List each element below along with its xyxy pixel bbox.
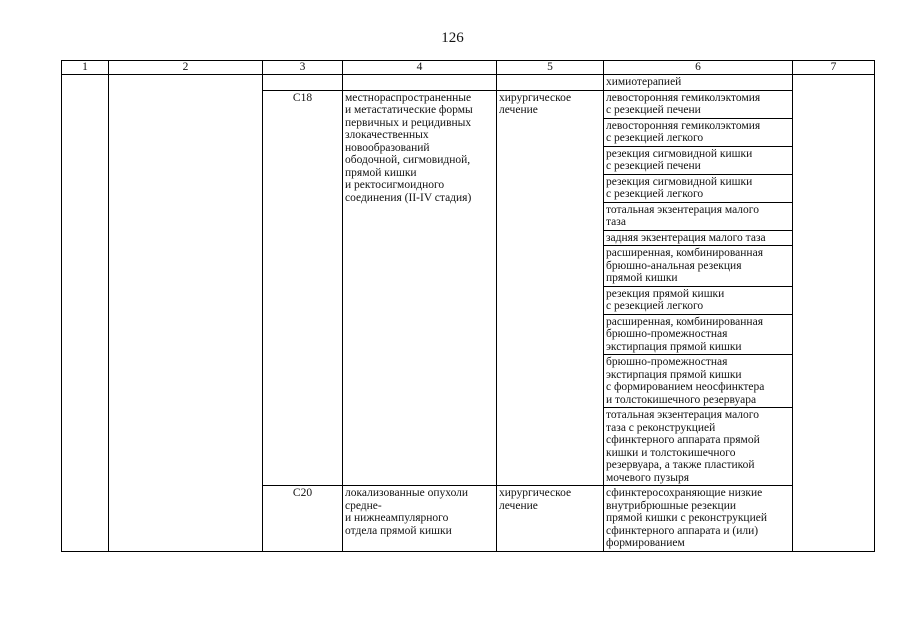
method-item [604, 174, 792, 202]
text-line: левосторонняя гемиколэктомия [606, 91, 761, 104]
text-line: и ректосигмоидного [345, 179, 445, 191]
method-item [604, 246, 792, 287]
text-line: ободочной, сигмовидной, [345, 154, 471, 166]
text-line: и нижнеампулярного [345, 512, 449, 524]
text-line: таза с реконструкцией [606, 421, 716, 434]
text-line: тотальная экзентерация малого [606, 203, 759, 216]
method-item [604, 91, 792, 119]
text-line: экстирпация прямой кишки [606, 368, 742, 381]
text-line: резекция сигмовидной кишки [606, 175, 753, 188]
text-line: новообразований [345, 141, 430, 154]
text-line: кишки и толстокишечного [606, 446, 736, 459]
text-line: местнораспространенные [345, 91, 472, 104]
text-line: прямой кишки [606, 272, 678, 284]
code-cell [263, 75, 343, 91]
text-line: брюшно-промежностная [606, 356, 728, 368]
method-text [604, 486, 792, 551]
header-cell: 6 [604, 61, 793, 75]
continuation-row [62, 75, 875, 91]
text-line: с резекцией легкого [606, 132, 704, 144]
text-line: прямой кишки [345, 166, 417, 179]
text-line: расширенная, комбинированная [606, 247, 763, 259]
text-line: резервуара, а также пластикой [606, 459, 755, 471]
text-line: резекция сигмовидной кишки [606, 147, 753, 160]
text-line: с резекцией печени [606, 160, 701, 172]
text-line: мочевого пузыря [606, 471, 689, 484]
text-line: таза [606, 216, 626, 228]
col2-cell [109, 75, 263, 552]
method-text [604, 91, 792, 119]
description-cell [343, 75, 497, 91]
text-line: резекция прямой кишки [606, 287, 725, 300]
text-line: и толстокишечного резервуара [606, 393, 757, 406]
method-item [604, 408, 792, 486]
method-item [604, 202, 792, 230]
method-item [604, 230, 792, 246]
text-line: злокачественных [345, 129, 429, 141]
text-line: внутрибрюшные резекции [606, 499, 737, 512]
method-text [604, 408, 792, 486]
header-cell: 5 [497, 61, 604, 75]
method-text [604, 246, 792, 287]
method-text [604, 230, 792, 246]
methods-list [604, 486, 792, 551]
header-cell: 3 [263, 61, 343, 75]
text-line: локализованные опухоли [345, 487, 469, 499]
text-line: экстирпация прямой кишки [606, 340, 742, 353]
methods-cell [604, 486, 793, 552]
description-cell [343, 90, 497, 486]
method-cell: химиотерапией [604, 75, 793, 91]
text-line: соединения (II-IV стадия) [345, 191, 472, 204]
text-line: с резекцией печени [606, 104, 701, 116]
col7-cell [793, 75, 875, 552]
method-text [604, 174, 792, 202]
header-cell: 1 [62, 61, 109, 75]
text-line: сфинктерного аппарата и (или) [606, 524, 759, 537]
text-line: брюшно-анальная резекция [606, 259, 742, 272]
methods-list [604, 91, 792, 486]
method-text [604, 314, 792, 355]
header-cell: 4 [343, 61, 497, 75]
code-cell: C20 [263, 486, 343, 552]
method-text [604, 146, 792, 174]
text-line: отдела прямой кишки [345, 524, 452, 537]
text-line: средне- [345, 499, 382, 512]
text-line: прямой кишки с реконструкцией [606, 512, 767, 524]
code-cell: C18 [263, 90, 343, 486]
methods-cell [604, 90, 793, 486]
method-item [604, 355, 792, 408]
header-cell: 7 [793, 61, 875, 75]
text-line: хирургическое [499, 487, 572, 499]
text-line: сфинктерного аппарата прямой [606, 434, 760, 446]
text-line: расширенная, комбинированная [606, 315, 763, 328]
method-item [604, 146, 792, 174]
text-line: сфинктеросохраняющие низкие [606, 487, 763, 499]
method-text [604, 202, 792, 230]
treatment-cell [497, 75, 604, 91]
header-cell: 2 [109, 61, 263, 75]
method-item [604, 314, 792, 355]
method-item [604, 118, 792, 146]
treatment-cell [497, 486, 604, 552]
page-number: 126 [441, 30, 464, 46]
treatment-cell [497, 90, 604, 486]
text-line: с резекцией легкого [606, 300, 704, 312]
method-item [604, 286, 792, 314]
medical-procedures-table [61, 60, 875, 552]
text-line: тотальная экзентерация малого [606, 409, 759, 421]
text-line: лечение [499, 104, 538, 116]
method-text [604, 355, 792, 408]
text-line: и метастатические формы [345, 104, 473, 116]
col1-cell [62, 75, 109, 552]
text-line: с резекцией легкого [606, 188, 704, 200]
text-line: левосторонняя гемиколэктомия [606, 119, 761, 132]
text-line: с формированием неосфинктера [606, 381, 765, 393]
text-line: брюшно-промежностная [606, 328, 728, 340]
method-item [604, 486, 792, 551]
text-line: первичных и рецидивных [345, 116, 472, 129]
text-line: задняя экзентерация малого таза [606, 231, 766, 244]
header-row [62, 61, 875, 75]
method-text [604, 118, 792, 146]
method-text [604, 286, 792, 314]
text-line: лечение [499, 499, 538, 512]
text-line: хирургическое [499, 91, 572, 104]
description-cell [343, 486, 497, 552]
text-line: формированием [606, 537, 685, 549]
